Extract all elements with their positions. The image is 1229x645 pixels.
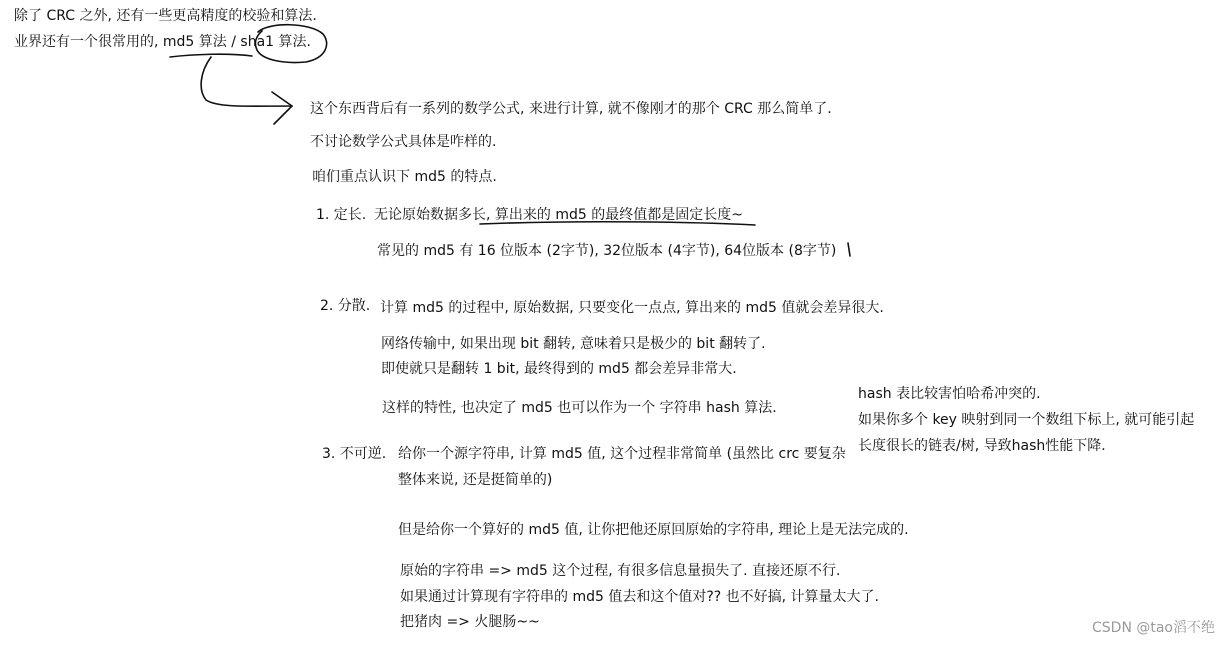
side-note-3: 长度很长的链表/树, 导致hash性能下降.: [858, 438, 1106, 454]
feature-2-flip: 即使就只是翻转 1 bit, 最终得到的 md5 都会差异非常大.: [381, 361, 737, 377]
intro-line-md5-sha1: 业界还有一个很常用的, md5 算法 / sha1 算法.: [14, 34, 311, 50]
feature-3-reverse: 但是给你一个算好的 md5 值, 让你把他还原回原始的字符串, 理论上是无法完成的.: [398, 522, 909, 538]
side-note-1: hash 表比较害怕哈希冲突的.: [858, 386, 1041, 402]
feature-3-desc: 给你一个源字符串, 计算 md5 值, 这个过程非常简单 (虽然比 crc 要复杂: [398, 446, 846, 462]
watermark: CSDN @tao滔不绝: [1092, 620, 1215, 636]
connector-arrow: [201, 57, 292, 106]
feature-1-detail: 常见的 md5 有 16 位版本 (2字节), 32位版本 (4字节), 64位版本 (8字节): [377, 243, 837, 259]
feature-1-desc: 无论原始数据多长, 算出来的 md5 的最终值都是固定长度~: [374, 207, 743, 223]
connector-arrowhead: [272, 92, 292, 124]
feature-1-title: 1. 定长.: [316, 207, 367, 223]
features-heading: 咱们重点认识下 md5 的特点.: [312, 169, 497, 185]
formula-line: 这个东西背后有一系列的数学公式, 来进行计算, 就不像刚才的那个 CRC 那么简单了.: [310, 101, 832, 117]
feature-3-analogy: 把猪肉 => 火腿肠~~: [400, 614, 540, 630]
feature-3-loss: 原始的字符串 => md5 这个过程, 有很多信息量损失了. 直接还原不行.: [400, 563, 841, 579]
feature-3-desc-cont: 整体来说, 还是挺简单的): [398, 472, 553, 488]
feature-2-desc: 计算 md5 的过程中, 原始数据, 只要变化一点点, 算出来的 md5 值就会差异很大.: [380, 300, 884, 316]
feature-2-network: 网络传输中, 如果出现 bit 翻转, 意味着只是极少的 bit 翻转了.: [381, 336, 766, 352]
feature-2-title: 2. 分散.: [320, 298, 371, 314]
no-formula-line: 不讨论数学公式具体是咋样的.: [310, 134, 497, 150]
md5-underline: [170, 54, 252, 57]
feature-3-title: 3. 不可逆.: [322, 446, 387, 462]
bracket-mark: [848, 243, 850, 256]
intro-line-crc: 除了 CRC 之外, 还有一些更高精度的校验和算法.: [14, 8, 317, 24]
feature-3-brute: 如果通过计算现有字符串的 md5 值去和这个值对?? 也不好搞, 计算量太大了.: [400, 589, 879, 605]
feature-2-hash: 这样的特性, 也决定了 md5 也可以作为一个 字符串 hash 算法.: [382, 400, 777, 416]
side-note-2: 如果你多个 key 映射到同一个数组下标上, 就可能引起: [858, 412, 1195, 428]
